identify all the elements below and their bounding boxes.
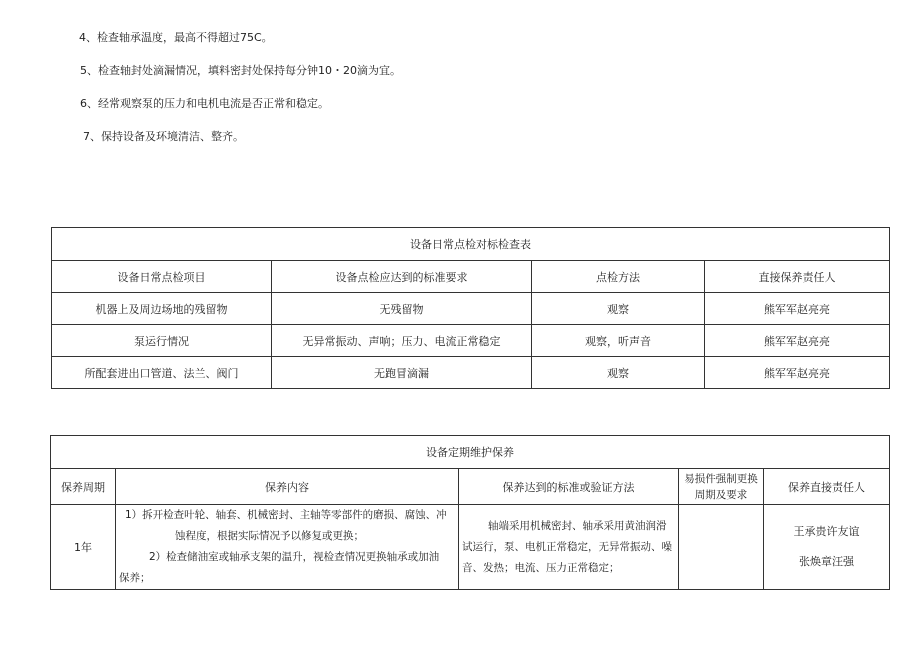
person: 张焕章汪强 bbox=[799, 555, 854, 568]
maintenance-table-title: 设备定期维护保养 bbox=[51, 436, 890, 469]
header-cell: 设备日常点检项目 bbox=[52, 261, 272, 293]
maintenance-table bbox=[50, 435, 890, 590]
inspection-table-title: 设备日常点检对标检查表 bbox=[52, 228, 890, 261]
person: 王承贵许友谊 bbox=[793, 525, 860, 538]
table-cell: 熊军军赵亮亮 bbox=[705, 325, 890, 357]
header-cell: 点检方法 bbox=[532, 261, 705, 293]
table-cell: 熊军军赵亮亮 bbox=[705, 357, 890, 389]
standard-line: 音、发热；电流、压力正常稳定； bbox=[462, 561, 620, 574]
standard-cell bbox=[459, 505, 679, 590]
table-cell: 无残留物 bbox=[272, 293, 532, 325]
table-cell: 泵运行情况 bbox=[52, 325, 272, 357]
table-row bbox=[52, 293, 890, 325]
header-cell: 易损件强制更换周期及要求 bbox=[679, 469, 764, 505]
header-cell: 保养内容 bbox=[116, 469, 459, 505]
header-cell: 保养周期 bbox=[51, 469, 116, 505]
content-line: 保养； bbox=[119, 572, 151, 584]
header-cell: 保养直接责任人 bbox=[764, 469, 890, 505]
table-cell: 所配套进出口管道、法兰、阀门 bbox=[52, 357, 272, 389]
table-row bbox=[52, 325, 890, 357]
table-cell: 无异常振动、声响；压力、电流正常稳定 bbox=[272, 325, 532, 357]
content-line: 1）拆开检查叶轮、轴套、机械密封、主轴等零部件的磨损、腐蚀、冲 bbox=[125, 509, 447, 521]
period-cell: 1年 bbox=[51, 505, 116, 590]
header-cell: 设备点检应达到的标准要求 bbox=[272, 261, 532, 293]
content-line: 蚀程度，根据实际情况予以修复或更换； bbox=[175, 530, 364, 542]
parts-cell bbox=[679, 505, 764, 590]
inspection-header-row bbox=[52, 261, 890, 293]
table-row bbox=[51, 505, 890, 590]
header-cell: 保养达到的标准或验证方法 bbox=[459, 469, 679, 505]
inspection-title-row bbox=[52, 228, 890, 261]
maintenance-header-row bbox=[51, 469, 890, 505]
note-6: 6、经常观察泵的压力和电机电流是否正常和稳定。 bbox=[80, 97, 329, 110]
note-5: 5、检查轴封处滴漏情况，填料密封处保持每分钟10・20滴为宜。 bbox=[80, 64, 401, 77]
table-cell: 熊军军赵亮亮 bbox=[705, 293, 890, 325]
table-cell: 机器上及周边场地的残留物 bbox=[52, 293, 272, 325]
table-cell: 观察，听声音 bbox=[532, 325, 705, 357]
table-cell: 无跑冒滴漏 bbox=[272, 357, 532, 389]
standard-line: 轴端采用机械密封、轴承采用黄油润滑 bbox=[488, 519, 667, 532]
content-cell bbox=[116, 505, 459, 590]
table-cell: 观察 bbox=[532, 293, 705, 325]
table-row bbox=[52, 357, 890, 389]
content-line: 2）检查储油室或轴承支架的温升，视检查情况更换轴承或加油 bbox=[149, 551, 440, 563]
inspection-table bbox=[51, 227, 890, 389]
table-cell: 观察 bbox=[532, 357, 705, 389]
standard-line: 试运行，泵、电机正常稳定，无异常振动、噪 bbox=[462, 540, 672, 553]
note-7: 7、保持设备及环境清洁、整齐。 bbox=[83, 130, 244, 143]
persons-cell bbox=[764, 505, 890, 590]
maintenance-title-row bbox=[51, 436, 890, 469]
note-4: 4、检查轴承温度，最高不得超过75C。 bbox=[79, 31, 273, 44]
header-cell: 直接保养责任人 bbox=[705, 261, 890, 293]
